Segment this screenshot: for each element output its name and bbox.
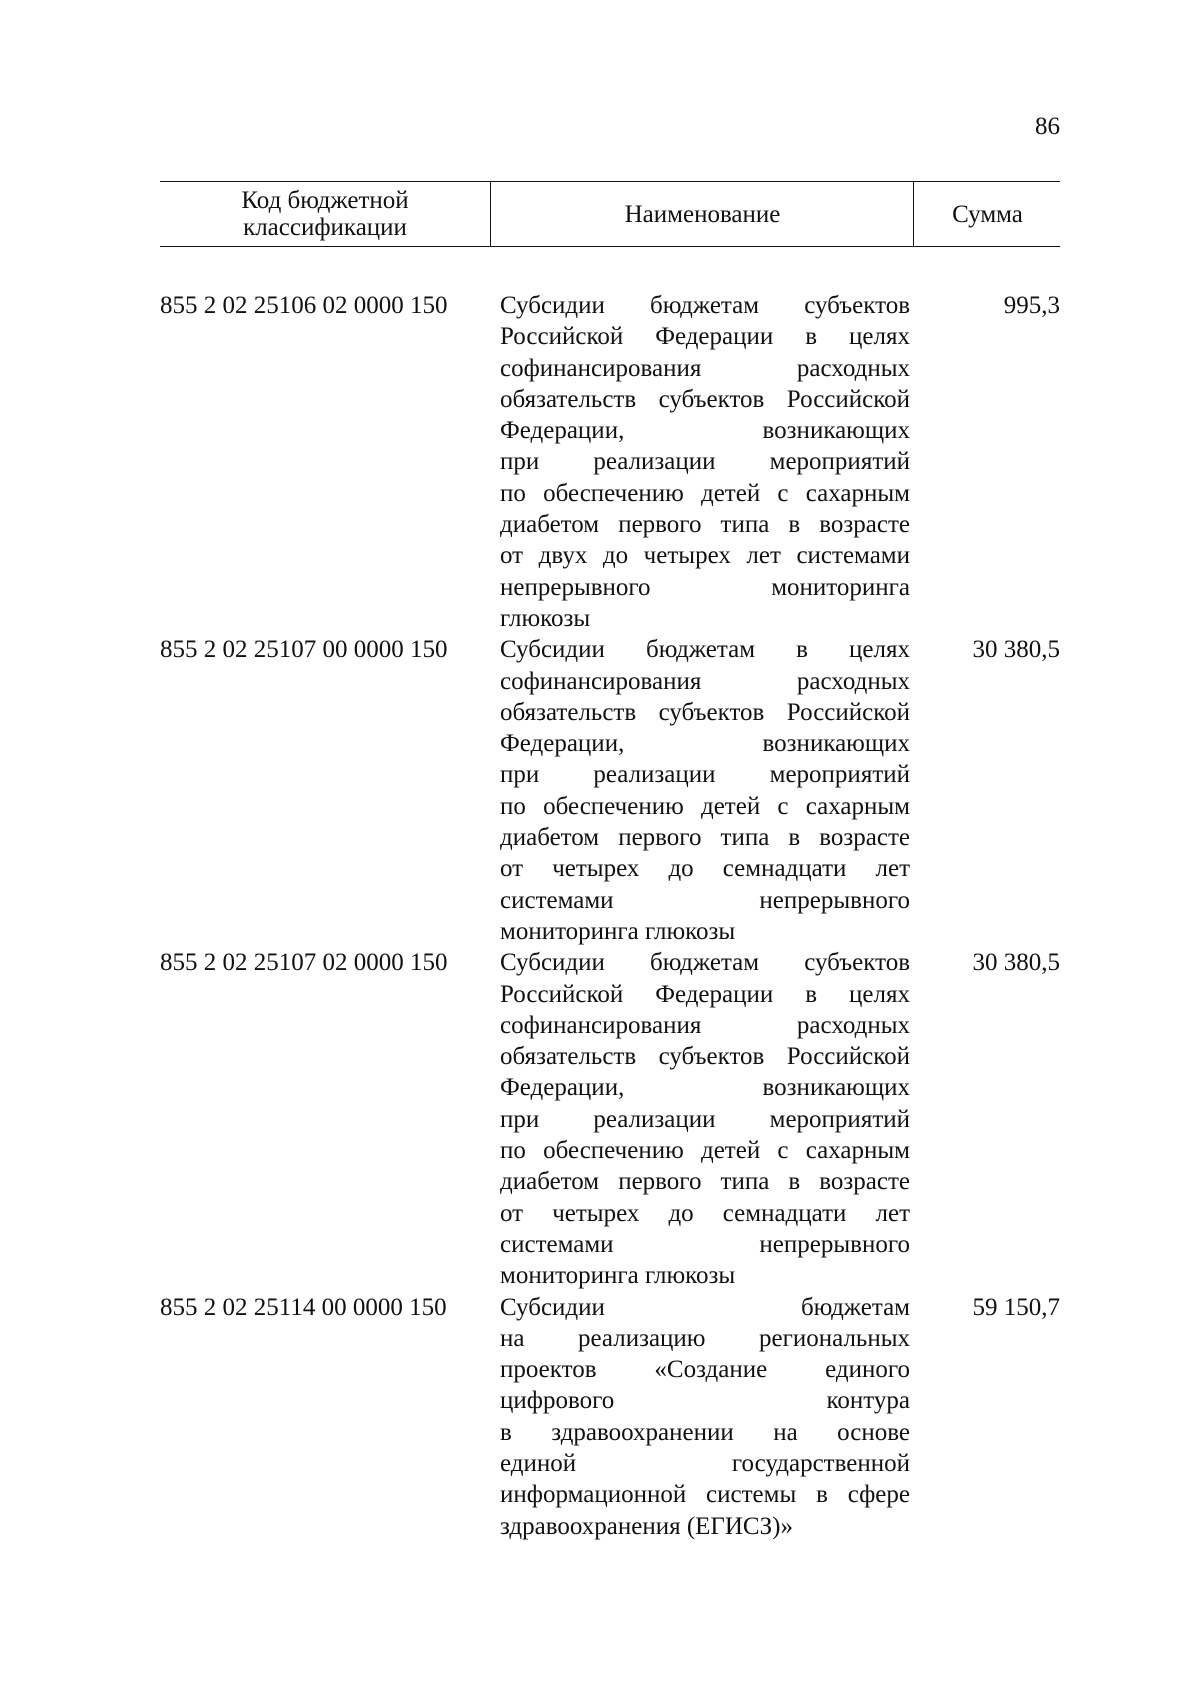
item-name-line: Субсидии бюджетам в целях: [500, 636, 910, 664]
item-name-line: системами непрерывного: [500, 1230, 910, 1258]
item-name-line: системами непрерывного: [500, 886, 910, 914]
table-row: [160, 1292, 1060, 1542]
budget-code: 855 2 02 25106 02 0000 150: [160, 292, 448, 319]
item-name-line: Субсидии бюджетам субъектов: [500, 949, 910, 977]
item-name-line: мониторинга глюкозы: [500, 917, 736, 945]
item-name-line: Федерации, возникающих: [500, 730, 910, 758]
item-name-line: обязательств субъектов Российской: [500, 385, 910, 413]
item-sum: 30 380,5: [972, 636, 1060, 664]
item-name-line: глюкозы: [500, 604, 591, 632]
item-name-line: от двух до четырех лет системами: [500, 542, 910, 570]
item-name-line: при реализации мероприятий: [500, 1105, 910, 1133]
budget-code: 855 2 02 25107 00 0000 150: [160, 636, 448, 664]
item-name-line: диабетом первого типа в возрасте: [500, 1168, 910, 1196]
item-name-line: при реализации мероприятий: [500, 761, 910, 789]
item-name-line: при реализации мероприятий: [500, 448, 910, 476]
item-name-line: обязательств субъектов Российской: [500, 698, 910, 726]
item-sum: 30 380,5: [972, 949, 1060, 977]
item-name-line: в здравоохранении на основе: [500, 1418, 910, 1446]
item-name-line: по обеспечению детей с сахарным: [500, 479, 910, 507]
item-name-line: на реализацию региональных: [500, 1324, 910, 1352]
item-name: [500, 634, 910, 947]
item-name-line: мониторинга глюкозы: [500, 1262, 736, 1290]
page-number: 86: [1035, 113, 1060, 140]
item-sum: 995,3: [1003, 292, 1060, 319]
item-name-line: цифрового контура: [500, 1387, 910, 1415]
item-name-line: единой государственной: [500, 1449, 910, 1477]
item-name-line: от четырех до семнадцати лет: [500, 855, 910, 883]
item-sum: 59 150,7: [972, 1293, 1060, 1321]
budget-code: 855 2 02 25114 00 0000 150: [160, 1293, 447, 1321]
table-body: [160, 290, 1060, 1542]
item-name-line: Федерации, возникающих: [500, 1074, 910, 1102]
item-name-line: информационной системы в сфере: [500, 1481, 910, 1509]
item-name-line: Федерации, возникающих: [500, 417, 910, 445]
item-name: [500, 947, 910, 1291]
item-name-line: Российской Федерации в целях: [500, 323, 910, 351]
item-name-line: софинансирования расходных: [500, 667, 910, 695]
item-name: [500, 1292, 910, 1542]
item-name-line: Субсидии бюджетам субъектов: [500, 292, 910, 319]
item-name-line: здравоохранения (ЕГИСЗ)»: [500, 1512, 793, 1540]
item-name-line: Субсидии бюджетам: [500, 1293, 910, 1321]
item-name-line: диабетом первого типа в возрасте: [500, 824, 910, 852]
item-name-line: проектов «Создание единого: [500, 1356, 910, 1384]
budget-code: 855 2 02 25107 02 0000 150: [160, 949, 448, 977]
item-name: [500, 290, 910, 634]
table-row: [160, 290, 1060, 634]
item-name-line: непрерывного мониторинга: [500, 573, 910, 601]
item-name-line: по обеспечению детей с сахарным: [500, 792, 910, 820]
item-name-line: софинансирования расходных: [500, 1011, 910, 1039]
item-name-line: обязательств субъектов Российской: [500, 1043, 910, 1071]
table-row: [160, 947, 1060, 1291]
item-name-line: от четырех до семнадцати лет: [500, 1199, 910, 1227]
item-name-line: софинансирования расходных: [500, 354, 910, 382]
table-row: [160, 634, 1060, 947]
table-header: [160, 181, 1060, 247]
header-code: Код бюджетной классификации: [241, 187, 409, 241]
item-name-line: Российской Федерации в целях: [500, 980, 910, 1008]
item-name-line: диабетом первого типа в возрасте: [500, 511, 910, 539]
item-name-line: по обеспечению детей с сахарным: [500, 1137, 910, 1165]
header-name: Наименование: [490, 182, 914, 246]
header-sum: Сумма: [913, 182, 1061, 246]
